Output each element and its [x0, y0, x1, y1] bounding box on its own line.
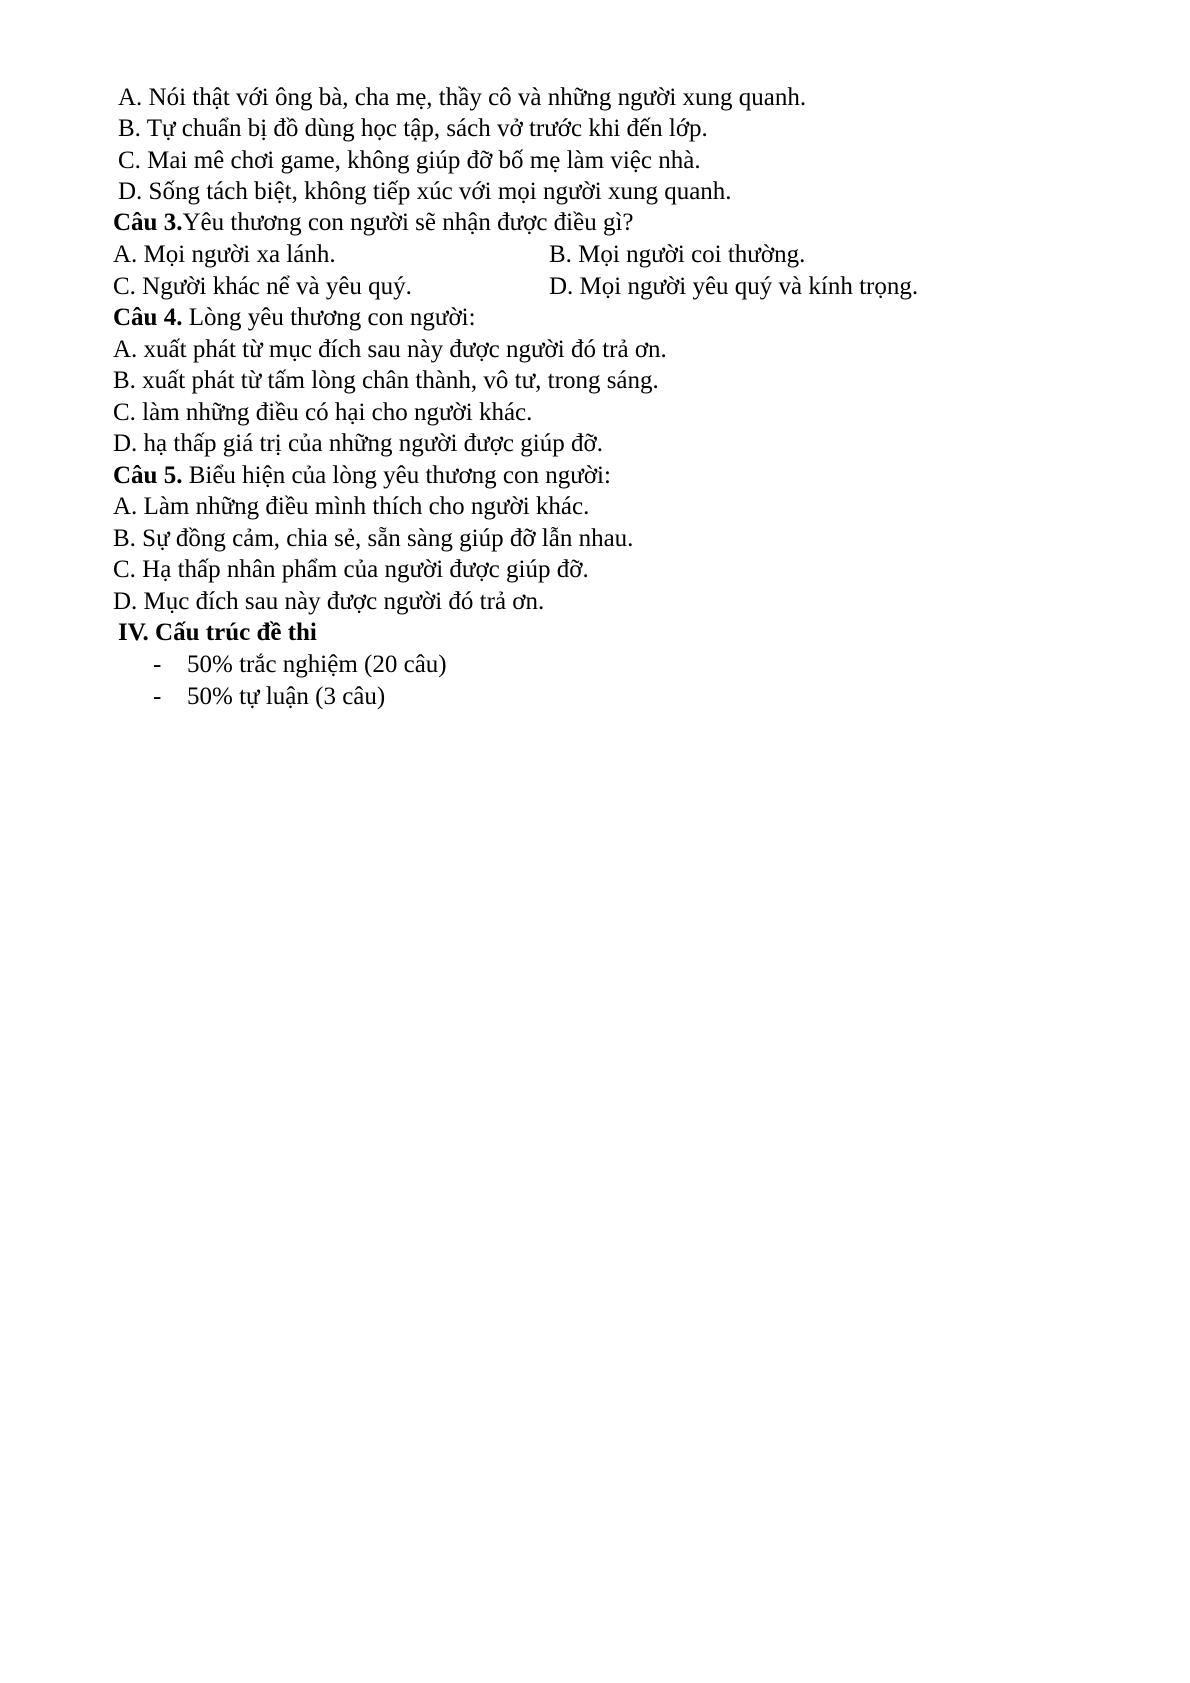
- q4-question: [113, 302, 476, 334]
- q4-text: Lòng yêu thương con người:: [182, 304, 476, 331]
- bullet-item: 50% trắc nghiệm (20 câu): [187, 651, 447, 678]
- bullet-item: 50% tự luận (3 câu): [187, 683, 386, 710]
- bullet-dash: -: [153, 651, 162, 678]
- q4-option-d: D. hạ thấp giá trị của những người được giúp đỡ.: [113, 430, 603, 457]
- q3-question: [113, 207, 634, 239]
- bullet-dash: -: [153, 683, 162, 710]
- section-heading: IV. Cấu trúc đề thi: [118, 619, 317, 646]
- q3-label: Câu 3.: [113, 209, 183, 236]
- q5-label: Câu 5.: [113, 462, 183, 489]
- q5-option-d: D. Mục đích sau này được người đó trả ơn.: [113, 588, 545, 615]
- q2-option-b: B. Tự chuẩn bị đồ dùng học tập, sách vở trước khi đến lớp.: [118, 115, 708, 142]
- q4-option-c: C. làm những điều có hại cho người khác.: [113, 399, 533, 426]
- q3-option-d: D. Mọi người yêu quý và kính trọng.: [549, 273, 919, 300]
- q3-text: Yêu thương con người sẽ nhận được điều gì?: [182, 209, 634, 236]
- q3-option-c: C. Người khác nể và yêu quý.: [113, 273, 412, 300]
- q2-option-d: D. Sống tách biệt, không tiếp xúc với mọi người xung quanh.: [118, 178, 732, 205]
- q5-text: Biểu hiện của lòng yêu thương con người:: [182, 462, 611, 489]
- q4-option-a: A. xuất phát từ mục đích sau này được người đó trả ơn.: [113, 336, 667, 363]
- q2-option-a: A. Nói thật với ông bà, cha mẹ, thầy cô và những người xung quanh.: [118, 84, 807, 111]
- q2-option-c: C. Mai mê chơi game, không giúp đỡ bố mẹ làm việc nhà.: [118, 147, 701, 174]
- q5-option-b: B. Sự đồng cảm, chia sẻ, sẵn sàng giúp đỡ lẫn nhau.: [113, 525, 634, 552]
- q4-label: Câu 4.: [113, 304, 183, 331]
- q5-question: [113, 460, 611, 492]
- q5-option-a: A. Làm những điều mình thích cho người khác.: [113, 493, 590, 520]
- q4-option-b: B. xuất phát từ tấm lòng chân thành, vô tư, trong sáng.: [113, 367, 659, 394]
- q3-option-a: A. Mọi người xa lánh.: [113, 241, 336, 268]
- q5-option-c: C. Hạ thấp nhân phẩm của người được giúp đỡ.: [113, 556, 589, 583]
- q3-option-b: B. Mọi người coi thường.: [549, 241, 806, 268]
